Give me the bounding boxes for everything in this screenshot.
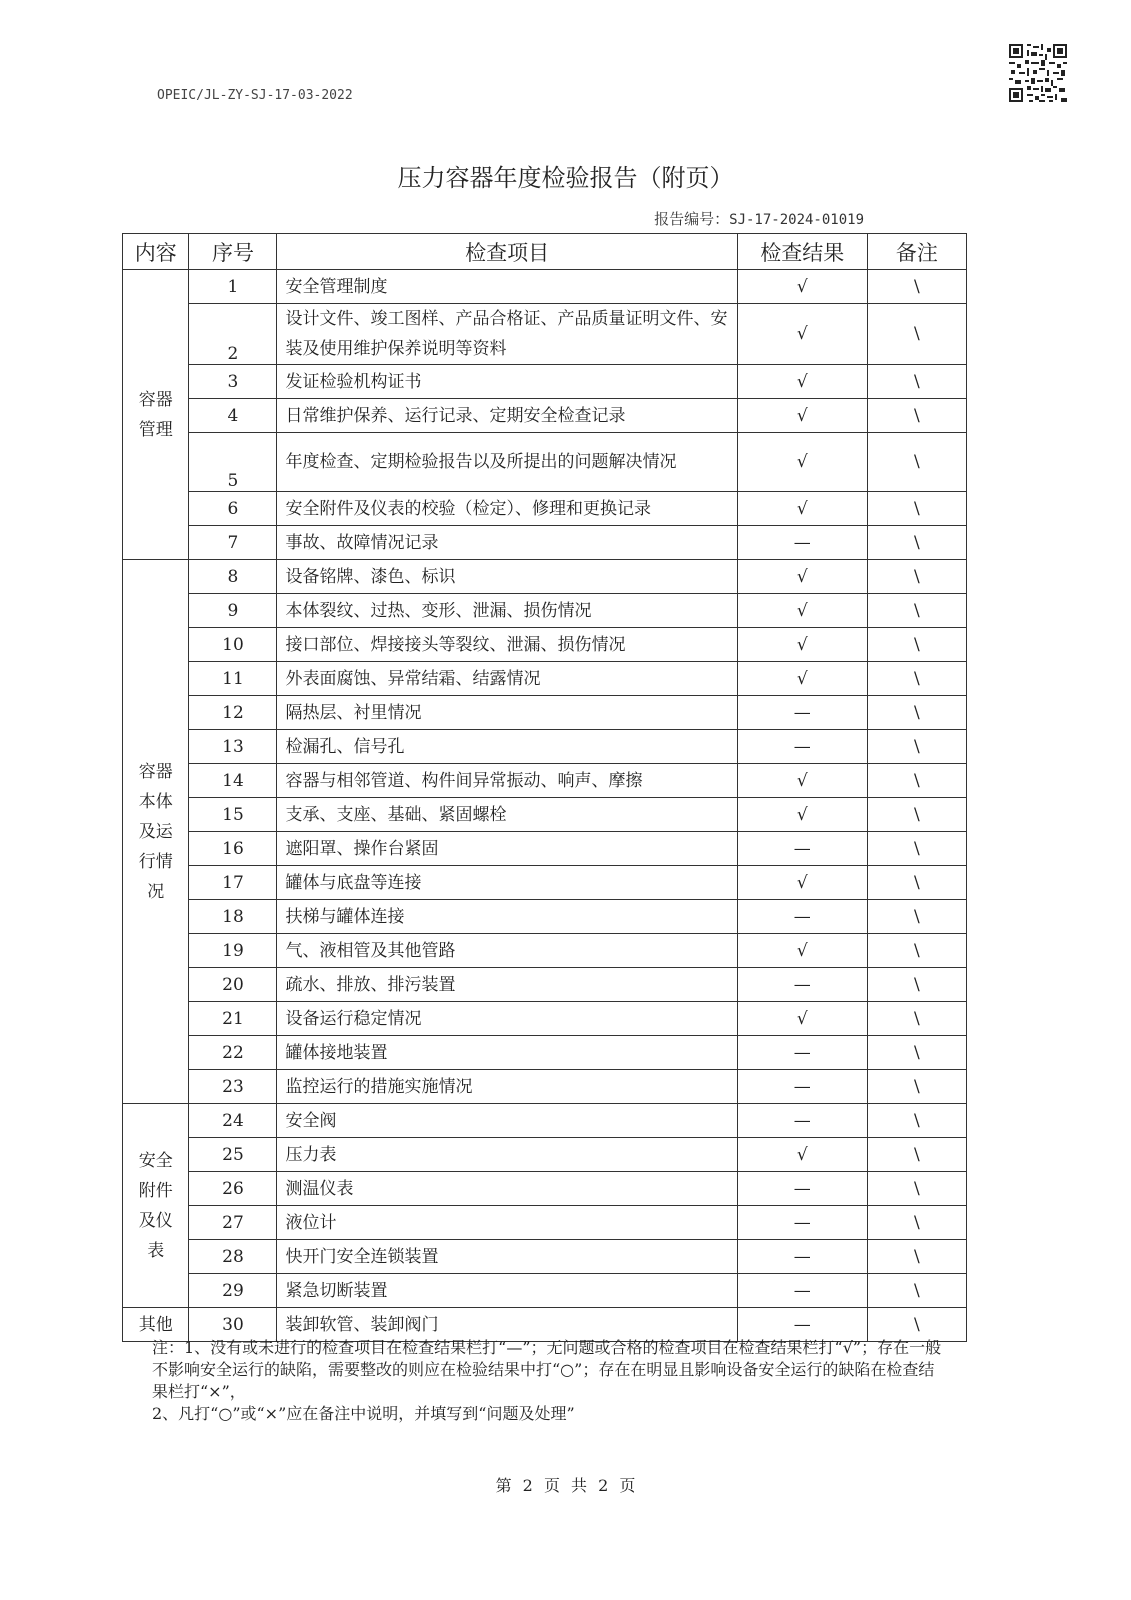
- row-remark: \: [867, 696, 966, 730]
- table-row: [123, 1206, 967, 1240]
- table-row: [123, 628, 967, 662]
- table-row: [123, 900, 967, 934]
- row-item: 安全阀: [277, 1104, 737, 1138]
- table-row: [123, 1274, 967, 1308]
- table-row: [123, 662, 967, 696]
- header-item: 检查项目: [277, 234, 737, 270]
- row-item: 事故、故障情况记录: [277, 526, 737, 560]
- row-result: √: [737, 798, 867, 832]
- row-item: 日常维护保养、运行记录、定期安全检查记录: [277, 399, 737, 433]
- category-label: 安全附件及仪表: [138, 1150, 173, 1261]
- category-cell: [123, 560, 189, 1104]
- row-result: —: [737, 696, 867, 730]
- row-number: 25: [189, 1138, 277, 1172]
- row-number: 19: [189, 934, 277, 968]
- row-remark: \: [867, 1240, 966, 1274]
- row-remark: \: [867, 365, 966, 399]
- row-remark: \: [867, 730, 966, 764]
- row-result: —: [737, 526, 867, 560]
- table-row: [123, 764, 967, 798]
- note-line-2: 2、凡打“○”或“×”应在备注中说明，并填写到“问题及处理”: [152, 1404, 575, 1423]
- row-result: —: [737, 1036, 867, 1070]
- row-result: √: [737, 594, 867, 628]
- row-remark: \: [867, 492, 966, 526]
- row-item: 安全附件及仪表的校验（检定）、修理和更换记录: [277, 492, 737, 526]
- row-remark: \: [867, 560, 966, 594]
- row-item: 检漏孔、信号孔: [277, 730, 737, 764]
- row-remark: \: [867, 866, 966, 900]
- row-item: 紧急切断装置: [277, 1274, 737, 1308]
- table-row: [123, 798, 967, 832]
- table-header-row: [123, 234, 967, 270]
- row-item: 支承、支座、基础、紧固螺栓: [277, 798, 737, 832]
- table-row: [123, 560, 967, 594]
- page-title: 压力容器年度检验报告（附页）: [397, 164, 734, 192]
- table-row: [123, 492, 967, 526]
- row-number: 24: [189, 1104, 277, 1138]
- row-item: 隔热层、衬里情况: [277, 696, 737, 730]
- row-number: 28: [189, 1240, 277, 1274]
- category-label: 其他: [138, 1314, 173, 1335]
- row-result: √: [737, 866, 867, 900]
- category-cell: [123, 270, 189, 560]
- row-result: √: [737, 560, 867, 594]
- row-result: √: [737, 934, 867, 968]
- row-remark: \: [867, 1138, 966, 1172]
- category-cell: [123, 1104, 189, 1308]
- row-number: 9: [189, 594, 277, 628]
- row-result: —: [737, 1070, 867, 1104]
- row-result: —: [737, 832, 867, 866]
- row-result: √: [737, 270, 867, 304]
- row-number: 23: [189, 1070, 277, 1104]
- table-row: [123, 696, 967, 730]
- row-item: 罐体与底盘等连接: [277, 866, 737, 900]
- row-remark: \: [867, 433, 966, 492]
- row-remark: \: [867, 526, 966, 560]
- row-result: √: [737, 433, 867, 492]
- row-remark: \: [867, 594, 966, 628]
- table-row: [123, 399, 967, 433]
- row-result: √: [737, 365, 867, 399]
- row-number: 15: [189, 798, 277, 832]
- row-item: 装卸软管、装卸阀门: [277, 1308, 737, 1342]
- row-remark: \: [867, 1274, 966, 1308]
- row-number: 22: [189, 1036, 277, 1070]
- row-item: 扶梯与罐体连接: [277, 900, 737, 934]
- row-item: 气、液相管及其他管路: [277, 934, 737, 968]
- page-footer: 第 2 页 共 2 页: [495, 1476, 636, 1495]
- row-result: √: [737, 399, 867, 433]
- table-row: [123, 1002, 967, 1036]
- row-remark: \: [867, 798, 966, 832]
- row-result: —: [737, 1206, 867, 1240]
- inspection-table: [122, 233, 967, 1342]
- qr-code-icon: [1007, 42, 1069, 104]
- row-item: 疏水、排放、排污装置: [277, 968, 737, 1002]
- row-number: 2: [189, 304, 277, 365]
- row-item: 容器与相邻管道、构件间异常振动、响声、摩擦: [277, 764, 737, 798]
- row-number: 13: [189, 730, 277, 764]
- header-content: 内容: [123, 234, 189, 270]
- row-number: 4: [189, 399, 277, 433]
- row-item: 发证检验机构证书: [277, 365, 737, 399]
- table-row: [123, 832, 967, 866]
- row-item: 年度检查、定期检验报告以及所提出的问题解决情况: [277, 433, 737, 492]
- table-row: [123, 866, 967, 900]
- table-row: [123, 433, 967, 492]
- row-number: 20: [189, 968, 277, 1002]
- row-result: —: [737, 1172, 867, 1206]
- row-remark: \: [867, 1172, 966, 1206]
- header-number: 序号: [189, 234, 277, 270]
- row-remark: \: [867, 1206, 966, 1240]
- row-item: 快开门安全连锁装置: [277, 1240, 737, 1274]
- table-row: [123, 934, 967, 968]
- row-number: 11: [189, 662, 277, 696]
- row-remark: \: [867, 900, 966, 934]
- row-remark: \: [867, 1070, 966, 1104]
- row-number: 27: [189, 1206, 277, 1240]
- row-remark: \: [867, 304, 966, 365]
- category-label: 容器本体及运行情况: [138, 761, 173, 902]
- table-row: [123, 1240, 967, 1274]
- table-row: [123, 526, 967, 560]
- row-item: 安全管理制度: [277, 270, 737, 304]
- category-label: 容器管理: [138, 389, 173, 440]
- row-remark: \: [867, 968, 966, 1002]
- row-remark: \: [867, 1104, 966, 1138]
- row-number: 3: [189, 365, 277, 399]
- table-row: [123, 304, 967, 365]
- row-result: √: [737, 662, 867, 696]
- row-remark: \: [867, 1308, 966, 1342]
- row-result: —: [737, 900, 867, 934]
- table-row: [123, 594, 967, 628]
- row-number: 16: [189, 832, 277, 866]
- table-row: [123, 1070, 967, 1104]
- table-row: [123, 365, 967, 399]
- row-remark: \: [867, 1002, 966, 1036]
- row-number: 10: [189, 628, 277, 662]
- row-number: 1: [189, 270, 277, 304]
- row-result: √: [737, 1002, 867, 1036]
- row-number: 26: [189, 1172, 277, 1206]
- row-remark: \: [867, 832, 966, 866]
- notes: [152, 1337, 942, 1425]
- row-item: 液位计: [277, 1206, 737, 1240]
- row-item: 测温仪表: [277, 1172, 737, 1206]
- row-item: 罐体接地装置: [277, 1036, 737, 1070]
- header-remark: 备注: [867, 234, 966, 270]
- row-remark: \: [867, 662, 966, 696]
- row-number: 18: [189, 900, 277, 934]
- row-item: 遮阳罩、操作台紧固: [277, 832, 737, 866]
- row-number: 5: [189, 433, 277, 492]
- row-result: —: [737, 730, 867, 764]
- row-item: 监控运行的措施实施情况: [277, 1070, 737, 1104]
- row-number: 6: [189, 492, 277, 526]
- row-number: 8: [189, 560, 277, 594]
- row-remark: \: [867, 270, 966, 304]
- table-row: [123, 1172, 967, 1206]
- row-number: 21: [189, 1002, 277, 1036]
- report-number-label: 报告编号：: [654, 210, 730, 228]
- row-number: 14: [189, 764, 277, 798]
- row-result: —: [737, 1274, 867, 1308]
- row-result: √: [737, 492, 867, 526]
- row-item: 接口部位、焊接接头等裂纹、泄漏、损伤情况: [277, 628, 737, 662]
- row-item: 压力表: [277, 1138, 737, 1172]
- row-remark: \: [867, 934, 966, 968]
- row-remark: \: [867, 628, 966, 662]
- row-result: √: [737, 1138, 867, 1172]
- note-line-1: 注：1、没有或未进行的检查项目在检查结果栏打“—”；无问题或合格的检查项目在检查结果栏打“√”；存在一般不影响安全运行的缺陷，需要整改的则应在检验结果中打“○”；存在在明显且影响设备安全运行的缺陷在检查结果栏打“×”，: [152, 1338, 942, 1401]
- row-number: 29: [189, 1274, 277, 1308]
- row-number: 30: [189, 1308, 277, 1342]
- row-item: 设备铭牌、漆色、标识: [277, 560, 737, 594]
- report-number-value: SJ-17-2024-01019: [729, 212, 864, 228]
- table-row: [123, 1036, 967, 1070]
- row-number: 12: [189, 696, 277, 730]
- row-item: 本体裂纹、过热、变形、泄漏、损伤情况: [277, 594, 737, 628]
- row-result: —: [737, 968, 867, 1002]
- row-result: —: [737, 1308, 867, 1342]
- row-result: √: [737, 304, 867, 365]
- report-number: [654, 208, 864, 229]
- table-row: [123, 968, 967, 1002]
- row-result: √: [737, 764, 867, 798]
- table-row: [123, 730, 967, 764]
- table-row: [123, 270, 967, 304]
- row-item: 设备运行稳定情况: [277, 1002, 737, 1036]
- row-result: √: [737, 628, 867, 662]
- row-item: 外表面腐蚀、异常结霜、结露情况: [277, 662, 737, 696]
- header-result: 检查结果: [737, 234, 867, 270]
- row-result: —: [737, 1104, 867, 1138]
- row-remark: \: [867, 1036, 966, 1070]
- row-item: 设计文件、竣工图样、产品合格证、产品质量证明文件、安装及使用维护保养说明等资料: [277, 304, 737, 365]
- table-row: [123, 1138, 967, 1172]
- document-code: OPEIC/JL-ZY-SJ-17-03-2022: [157, 88, 353, 103]
- row-number: 17: [189, 866, 277, 900]
- row-result: —: [737, 1240, 867, 1274]
- row-remark: \: [867, 764, 966, 798]
- row-number: 7: [189, 526, 277, 560]
- row-remark: \: [867, 399, 966, 433]
- table-row: [123, 1104, 967, 1138]
